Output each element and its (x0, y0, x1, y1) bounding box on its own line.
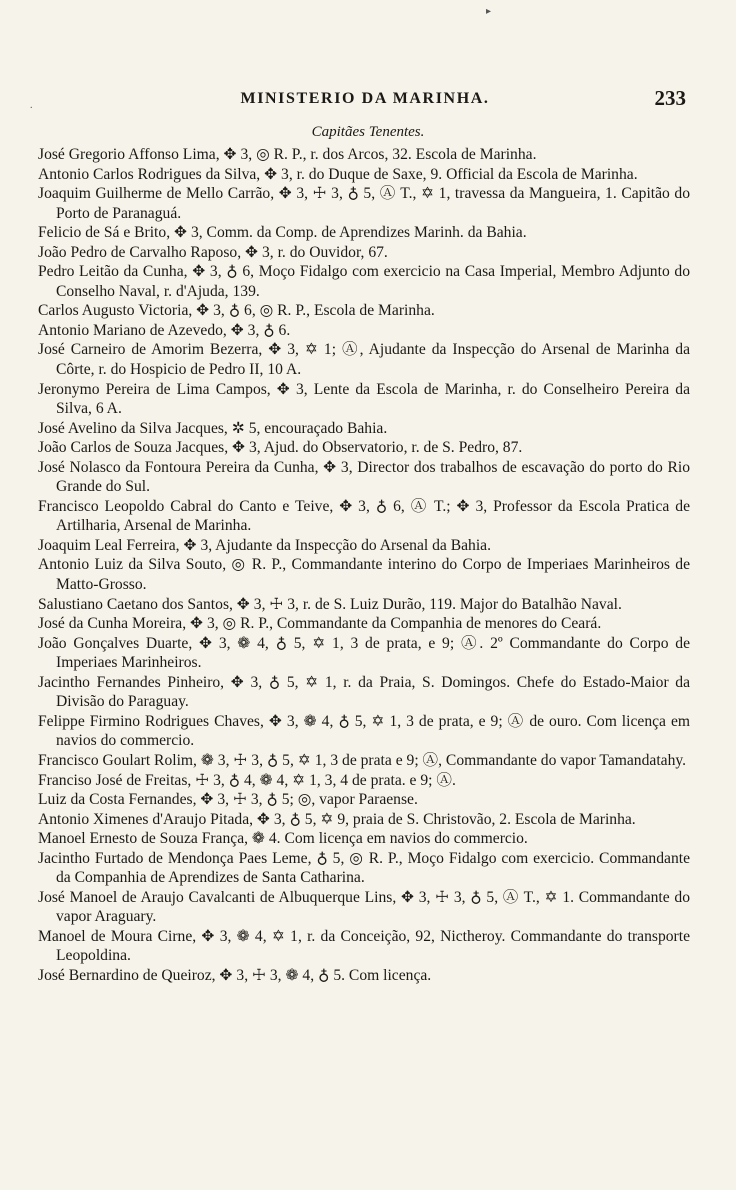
running-title: MINISTERIO DA MARINHA. (240, 90, 490, 107)
officer-entry: Jeronymo Pereira de Lima Campos, ✥ 3, Lente da Escola de Marinha, r. do Conselheiro Pereira da Silva, 6 A. (38, 380, 690, 418)
page-number: 233 (654, 86, 686, 110)
officer-entry: José Gregorio Affonso Lima, ✥ 3, ◎ R. P., r. dos Arcos, 32. Escola de Marinha. (38, 146, 537, 163)
officer-entry: José Carneiro de Amorim Bezerra, ✥ 3, ✡ 1; Ⓐ, Ajudante da Inspecção do Arsenal de Marinha da Côrte, r. do Hospicio de Pedro II, 10 A. (38, 341, 690, 379)
officer-entry: Antonio Ximenes d'Araujo Pitada, ✥ 3, ♁ 5, ✡ 9, praia de S. Christovão, 2. Escola de Marinha. (38, 810, 636, 828)
officer-entry: Antonio Mariano de Azevedo, ✥ 3, ♁ 6. (38, 321, 291, 339)
officer-entry: José Nolasco da Fontoura Pereira da Cunha, ✥ 3, Director dos trabalhos de escavação do porto do Rio Grande do Sul. (38, 458, 690, 496)
officer-entry: Luiz da Costa Fernandes, ✥ 3, ☩ 3, ♁ 5; ◎, vapor Paraense. (38, 791, 418, 809)
print-speck: ▸ (486, 6, 492, 17)
officer-entry: Manoel de Moura Cirne, ✥ 3, ❁ 4, ✡ 1, r. da Conceição, 92, Nictheroy. Commandante do transporte Leopoldina. (38, 927, 690, 965)
section-title: Capitães Tenentes. (311, 124, 425, 140)
officer-entry: Francisco Leopoldo Cabral do Canto e Teive, ✥ 3, ♁ 6, Ⓐ T.; ✥ 3, Professor da Escola Pratica de Artilharia, Arsenal de Marinha. (38, 497, 690, 535)
officer-entry: João Pedro de Carvalho Raposo, ✥ 3, r. do Ouvidor, 67. (38, 243, 388, 261)
officer-entry: Francisco Goulart Rolim, ❁ 3, ☩ 3, ♁ 5, ✡ 1, 3 de prata e 9; Ⓐ, Commandante do vapor Tamandatahy. (38, 751, 687, 769)
officer-entry: Felippe Firmino Rodrigues Chaves, ✥ 3, ❁ 4, ♁ 5, ✡ 1, 3 de prata, e 9; Ⓐ de ouro. Com licença em navios do commercio. (38, 712, 690, 750)
officer-entry: José da Cunha Moreira, ✥ 3, ◎ R. P., Commandante da Companhia de menores do Ceará. (38, 615, 602, 633)
officer-entry: José Manoel de Araujo Cavalcanti de Albuquerque Lins, ✥ 3, ☩ 3, ♁ 5, Ⓐ T., ✡ 1. Commandante do vapor Araguary. (38, 888, 690, 926)
officer-entry: Carlos Augusto Victoria, ✥ 3, ♁ 6, ◎ R. P., Escola de Marinha. (38, 302, 435, 320)
officer-entry: Manoel Ernesto de Souza França, ❁ 4. Com licença em navios do commercio. (38, 830, 528, 848)
officer-entry: Jacintho Furtado de Mendonça Paes Leme, ♁ 5, ◎ R. P., Moço Fidalgo com exercicio. Commandante da Companhia de Aprendizes de Santa Catharina. (38, 849, 690, 887)
officer-entry: Joaquim Leal Ferreira, ✥ 3, Ajudante da Inspecção do Arsenal da Bahia. (38, 536, 492, 554)
page-header (40, 86, 690, 118)
officer-list (38, 145, 690, 986)
officer-entry: Antonio Carlos Rodrigues da Silva, ✥ 3, r. do Duque de Saxe, 9. Official da Escola de Marinha. (38, 165, 638, 183)
officer-entry: Joaquim Guilherme de Mello Carrão, ✥ 3, ☩ 3, ♁ 5, Ⓐ T., ✡ 1, travessa da Mangueira, 1. Capitão do Porto de Paranaguá. (38, 185, 690, 222)
officer-entry: João Gonçalves Duarte, ✥ 3, ❁ 4, ♁ 5, ✡ 1, 3 de prata, e 9; Ⓐ. 2º Commandante do Corpo de Imperiaes Marinheiros. (38, 634, 690, 672)
officer-entry: José Bernardino de Queiroz, ✥ 3, ☩ 3, ❁ 4, ♁ 5. Com licença. (38, 966, 432, 984)
officer-entry: Franciso José de Freitas, ☩ 3, ♁ 4, ❁ 4, ✡ 1, 3, 4 de prata. e 9; Ⓐ. (38, 771, 456, 789)
officer-entry: Salustiano Caetano dos Santos, ✥ 3, ☩ 3, r. de S. Luiz Durão, 119. Major do Batalhão Naval. (38, 595, 622, 613)
officer-entry: José Avelino da Silva Jacques, ✲ 5, encouraçado Bahia. (38, 419, 388, 437)
officer-entry: Antonio Luiz da Silva Souto, ◎ R. P., Commandante interino do Corpo de Imperiaes Marinheiros de Matto-Grosso. (38, 556, 690, 594)
officer-entry: Felicio de Sá e Brito, ✥ 3, Comm. da Comp. de Aprendizes Marinh. da Bahia. (38, 224, 527, 242)
officer-entry: Pedro Leitão da Cunha, ✥ 3, ♁ 6, Moço Fidalgo com exercicio na Casa Imperial, Membro Adjunto do Conselho Naval, r. d'Ajuda, 139. (38, 263, 690, 300)
officer-entry: Jacintho Fernandes Pinheiro, ✥ 3, ♁ 5, ✡ 1, r. da Praia, S. Domingos. Chefe do Estado-Maior da Divisão do Paraguay. (38, 673, 690, 711)
print-speck-left: . (30, 100, 33, 111)
officer-entry: João Carlos de Souza Jacques, ✥ 3, Ajud. do Observatorio, r. de S. Pedro, 87. (38, 439, 523, 457)
